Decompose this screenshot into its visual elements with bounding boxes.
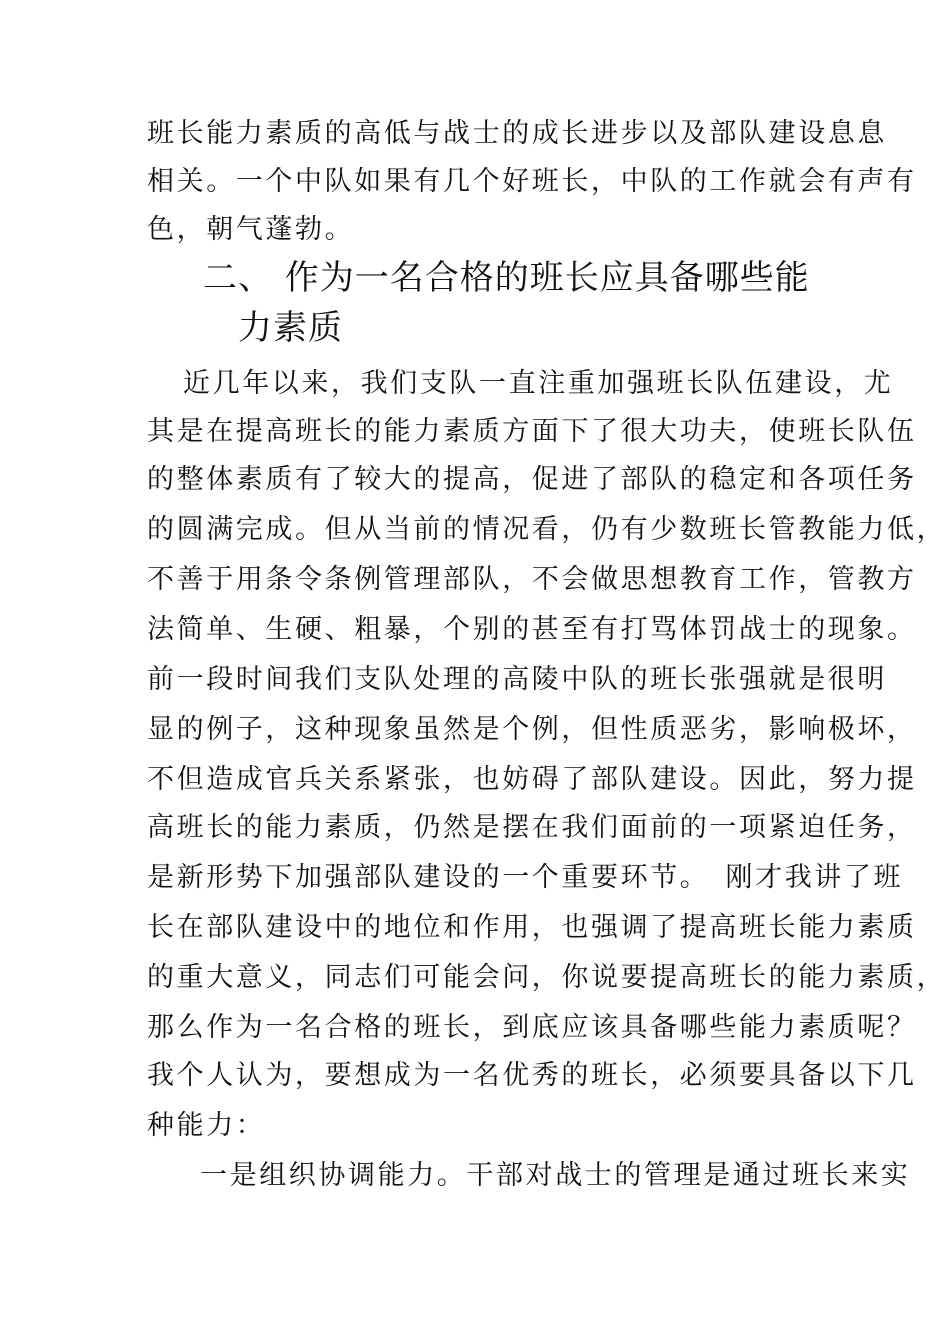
paragraph-line-9: 不但造成官兵关系紧张，也妨碍了部队建设。因此，努力提 (147, 764, 917, 795)
paragraph-line-5: 不善于用条令条例管理部队，不会做思想教育工作，管教方 (147, 564, 917, 595)
intro-line-2: 相关。一个中队如果有几个好班长，中队的工作就会有声有 (147, 166, 917, 197)
intro-line-1: 班长能力素质的高低与战士的成长进步以及部队建设息息 (147, 118, 887, 149)
intro-line-3: 色，朝气蓬勃。 (147, 214, 355, 245)
paragraph-line-13: 的重大意义，同志们可能会问，你说要提高班长的能力素质， (147, 962, 947, 993)
paragraph-line-8: 显的例子，这种现象虽然是个例，但性质恶劣，影响极坏， (147, 714, 917, 745)
paragraph-line-2: 其是在提高班长的能力素质方面下了很大功夫，使班长队伍 (147, 416, 917, 447)
paragraph-line-7: 前一段时间我们支队处理的高陵中队的班长张强就是很明 (147, 664, 887, 695)
paragraph-line-3: 的整体素质有了较大的提高，促进了部队的稳定和各项任务 (147, 464, 917, 495)
paragraph-line-14: 那么作为一名合格的班长，到底应该具备哪些能力素质呢？ (147, 1012, 917, 1043)
paragraph-line-6: 法简单、生硬、粗暴，个别的甚至有打骂体罚战士的现象。 (147, 614, 917, 645)
paragraph-line-16: 种能力： (147, 1110, 266, 1141)
section-heading-line-1: 二、 作为一名合格的班长应具备哪些能 (203, 258, 810, 298)
section-heading-line-2: 力素质 (238, 308, 343, 348)
paragraph-line-12: 长在部队建设中的地位和作用，也强调了提高班长能力素质 (147, 912, 917, 943)
paragraph-line-11: 是新形势下加强部队建设的一个重要环节。 刚才我讲了班 (147, 862, 904, 893)
paragraph-line-1: 近几年以来，我们支队一直注重加强班长队伍建设，尤 (183, 368, 894, 399)
paragraph-line-10: 高班长的能力素质，仍然是摆在我们面前的一项紧迫任务， (147, 812, 917, 843)
paragraph-line-4: 的圆满完成。但从当前的情况看，仍有少数班长管教能力低， (147, 514, 947, 545)
paragraph-line-15: 我个人认为，要想成为一名优秀的班长，必须要具备以下几 (147, 1060, 917, 1091)
paragraph-line-17: 一是组织协调能力。干部对战士的管理是通过班长来实 (200, 1160, 911, 1191)
